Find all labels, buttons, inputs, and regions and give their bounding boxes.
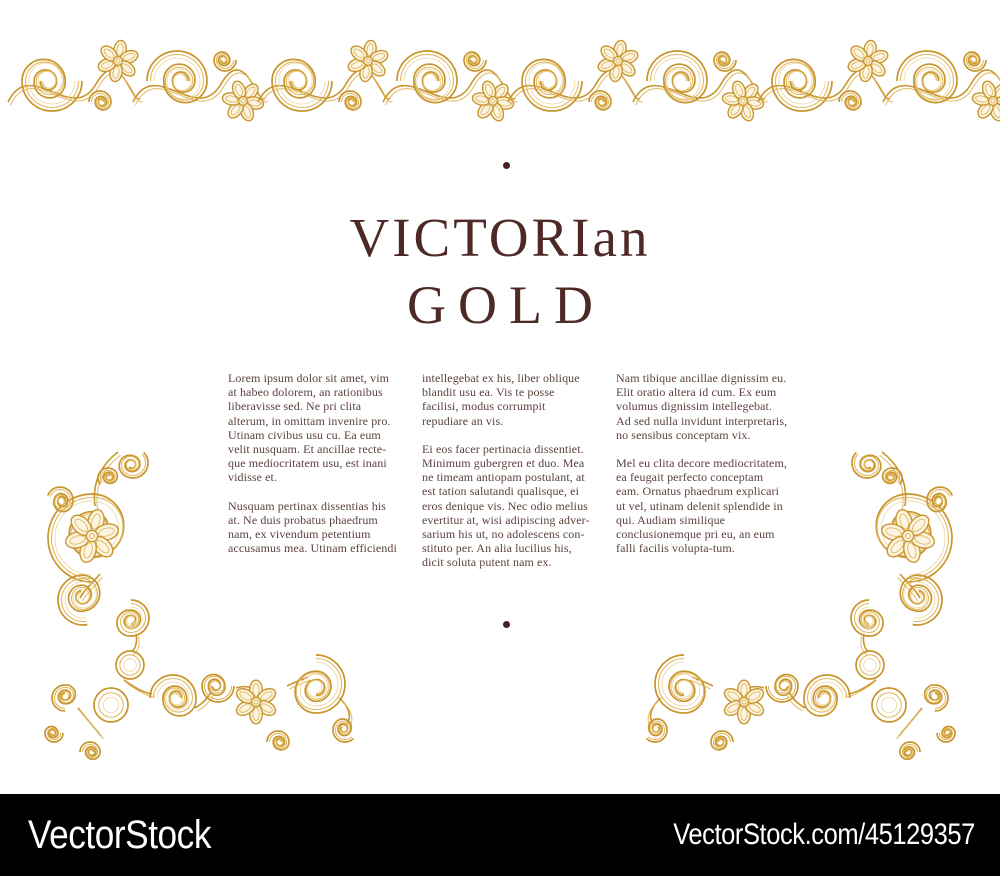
vectorstock-logo-text: VectorStock	[28, 812, 211, 857]
vectorstock-url-text: VectorStock.com/45129357	[673, 818, 975, 851]
floral-corner-flourish-left-icon	[40, 436, 370, 771]
title-line-1: VICTORIan	[349, 207, 651, 268]
separator-dot-icon	[503, 162, 510, 169]
title-line-2: GOLD	[407, 275, 605, 335]
paragraph: Ei eos facer pertinacia dissentiet. Minimum gubergren et duo. Mea ne timeam antiopam postulant, at est tation salutandi qualisque, ei eros denique vis. Nec odio melius evertitur at, wisi adipiscing adver-sarium his ut, no adolescens con-stituto per. An alia lucilius his, dicit soluta putent nam ex.	[422, 441, 590, 570]
separator-dot-icon	[503, 621, 510, 628]
watermark-bar	[0, 794, 1000, 876]
page-title	[0, 207, 1000, 335]
paragraph: Nusquam pertinax dissentias his at. Ne duis probatus phaedrum nam, ex vivendum petentium accusamus mea. Utinam efficiendi	[228, 498, 397, 556]
floral-scroll-border-icon	[0, 38, 1000, 124]
text-column-2	[422, 371, 594, 584]
floral-corner-flourish-right-icon	[630, 436, 960, 771]
paragraph: intellegebat ex his, liber oblique blandit usu ea. Vis te posse facilisi, modus corrumpit repudiare an vis.	[422, 371, 580, 428]
paragraph: Lorem ipsum dolor sit amet, vim at habeo dolorem, an rationibus liberavisse sed. Ne pri clita alterum, in omittam invenire pro. Utinam civibus usu cu. Ea eum velit nusquam. Et ancillae recte-que mediocritatem usu, est inani vidisse et.	[228, 371, 391, 485]
paragraph: Mel eu clita decore mediocritatem, ea feugait perfecto conceptam eam. Ornatus phaedrum explicari ut vel, utinam delenit splendide in qui. Audiam similique conclusionemque pri eu, an eum falli facilis volupta-tum.	[616, 456, 787, 556]
paragraph: Nam tibique ancillae dignissim eu. Elit oratio altera id cum. Ex eum volumus dignissim intellegebat. Ad sed nulla invidunt interpretaris, no sensibus conceptam vix.	[616, 371, 788, 442]
